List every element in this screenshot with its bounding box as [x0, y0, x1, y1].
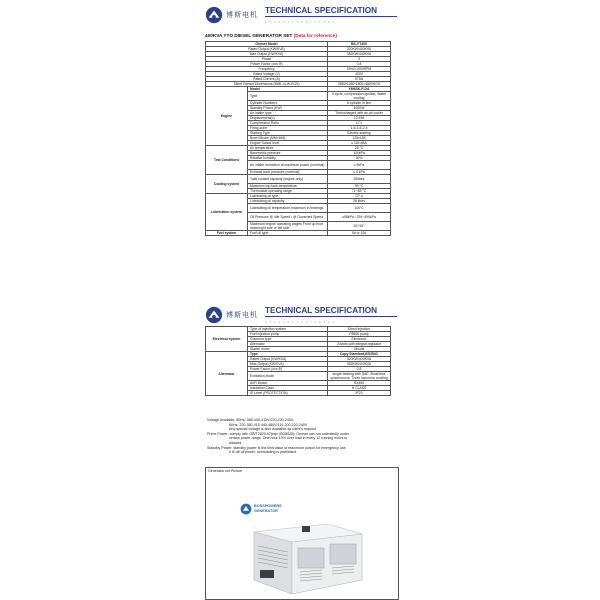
spec-value: ≤ 5kPa	[328, 161, 391, 170]
section-engine: Engine	[206, 87, 248, 146]
spec-label: Air intake restriction at maximum power (nominal)	[248, 161, 328, 170]
spec-label: Lubricating oil capacity	[248, 199, 328, 204]
spec-label: Excitation Mode	[248, 372, 328, 381]
note-line: Voltage Available: 50Hz: 380-400-415V/220-230-240V;	[207, 418, 295, 422]
spec-value: 20°/15°	[328, 222, 391, 231]
spec-value: SX460	[328, 381, 391, 386]
spec-value: Direct injection	[328, 327, 391, 332]
spec-label: Starting Type	[248, 131, 328, 136]
spec-label: Type	[248, 352, 328, 357]
spec-label: Model	[248, 87, 328, 92]
bosspowers-logo-icon	[240, 503, 252, 515]
spec-value: ≤ 116 dBA	[328, 141, 391, 146]
spec-label: IP Level (PROTECTION)	[248, 391, 328, 396]
spec-value: 99 °C	[328, 184, 391, 189]
spec-label: Rated Output (KW/KVA)	[206, 47, 328, 52]
spec-value: IP23	[328, 391, 391, 396]
spec-label: Fuel injection pump	[248, 332, 328, 337]
spec-value: 320KW/400KVA	[328, 357, 391, 362]
spec-label: Thermostat operating range	[248, 189, 328, 194]
spec-label: Phase	[206, 57, 328, 62]
spec-label: Exhaust back pressure (nominal)	[248, 170, 328, 175]
spec-value: YM6SK-F-DA	[328, 87, 391, 92]
spec-value: Electronic	[328, 337, 391, 342]
spec-value: 100kPa	[328, 151, 391, 156]
spec-label: Total coolant capacity (engine only)	[248, 175, 328, 184]
spec-label: Engine Sound level	[248, 141, 328, 146]
spec-value: 1-5-3-6-2-4	[328, 126, 391, 131]
spec-label: Relative humidity	[248, 156, 328, 161]
spec-label: Maximum engine operating angles Front up,front down/right side or left side	[248, 222, 328, 231]
voltage-and-power-notes	[207, 418, 407, 455]
picture-brand-line1: BOSSPOWERS	[254, 504, 282, 508]
spec-value: CF-4	[328, 194, 391, 199]
spec-value: 24volts with integral regulator	[328, 342, 391, 347]
page-title: TECHNICAL SPECIFICATION	[265, 6, 378, 15]
spec-value: 320KW/400KVA	[328, 47, 391, 52]
company-logo-icon	[205, 306, 223, 324]
spec-value: 0.8	[328, 62, 391, 67]
title-dots: • • • • • • • • • • • • • • • •	[265, 319, 336, 324]
spec-value: 3	[328, 57, 391, 62]
title-underline	[265, 16, 397, 17]
company-logo-icon	[205, 6, 223, 24]
spec-label: Governor type	[248, 337, 328, 342]
brand-chinese-name: 博斯电机	[226, 11, 258, 19]
title-dots: • • • • • • • • • • • • • • • •	[265, 19, 336, 24]
spec-value: 25 °C	[328, 146, 391, 151]
spec-label: Power Factor (cos Φ)	[206, 62, 328, 67]
spec-label: Cylinder Numbers	[248, 101, 328, 106]
spec-table-1	[205, 41, 391, 236]
picture-label: Generator set Picture	[208, 469, 243, 473]
note-line: Standby Power: standby power is the limit value of maximum output for emergency use.	[207, 445, 347, 450]
spec-value: 35litres	[328, 175, 391, 184]
spec-label: Power Factor (cos Φ)	[248, 367, 328, 372]
spec-label: Type of injection system	[248, 327, 328, 332]
brand-chinese-name: 博斯电机	[226, 311, 258, 319]
picture-brand-line2: GENERATOR	[254, 508, 278, 513]
spec-label: Air temperature	[248, 146, 328, 151]
spec-label: Lubricating oil temperature maximum in bearings	[248, 204, 328, 213]
spec-label: AVR Model	[248, 381, 328, 386]
spec-label: Max Output (KW/KVA)	[248, 362, 328, 367]
spec-value: 400V	[328, 72, 391, 77]
spec-label: Rated Voltage (V)	[206, 72, 328, 77]
spec-value: 576A	[328, 77, 391, 82]
spec-label: Genset Model	[206, 42, 328, 47]
section-alternator: Alternator	[206, 352, 248, 396]
note-line: Any special voltage is also available as client's request	[229, 427, 316, 432]
spec-label: Standby Power (KW)	[248, 106, 328, 111]
subtitle-main: 400KVA YTO DIESEL GENERATOR SET	[205, 33, 293, 38]
note-line: 60Hz: 220-380-415-440-480V/110-200-220-240V	[229, 422, 308, 427]
spec-value: 352KW/440KVA	[328, 52, 391, 57]
spec-label: Fuel oil type	[248, 231, 328, 236]
spec-value: 126x155	[328, 136, 391, 141]
spec-value: Copy Stamford-BS354C	[328, 352, 391, 357]
spec-label: Insulation Class	[248, 386, 328, 391]
spec-value: BS-YT400	[328, 42, 391, 47]
spec-label: Rated Current (A)	[206, 77, 328, 82]
note-line: Prime Power: comply with GB/T2820-97(eqv ISO8528); Genset can run unlimitedly under	[207, 431, 350, 436]
spec-value: H CLASS	[328, 386, 391, 391]
spec-label: Barometric pressure	[248, 151, 328, 156]
spec-label: Displacement(L)	[248, 116, 328, 121]
spec-value: 0# or 10#	[328, 231, 391, 236]
spec-label: Maximum top tank temperature	[248, 184, 328, 189]
spec-value: 28 litres	[328, 199, 391, 204]
document-subtitle	[205, 33, 337, 38]
spec-value: 24volts	[328, 347, 391, 352]
spec-value: 30%	[328, 156, 391, 161]
spec-label: Firing order	[248, 126, 328, 131]
note-line: certain power range. One hour 10% over load in every 12 running hours is	[229, 436, 347, 441]
spec-value: 0.8	[328, 367, 391, 372]
spec-label: Oil Pressure @ Idle Speed / @ Governed Speed	[248, 213, 328, 222]
spec-label: Lubricating oil type	[248, 194, 328, 199]
spec-value: 400KW	[328, 106, 391, 111]
spec-row	[206, 231, 391, 236]
spec-value: 71~85 °C	[328, 189, 391, 194]
header	[205, 0, 395, 28]
spec-value: P8500 pump	[328, 332, 391, 337]
note-line: allowed.	[229, 440, 243, 445]
spec-table-2	[205, 326, 391, 396]
section-test-conditions: Test Conditions	[206, 146, 248, 175]
spec-label: Silent Genset Dimensions (MML-N-W-KGS)	[206, 82, 328, 87]
spec-label: Air intake type	[248, 111, 328, 116]
spec-value: 6 cylinder in line	[328, 101, 391, 106]
spec-label: Max Output (KW/KVA)	[206, 52, 328, 57]
title-underline	[265, 316, 397, 317]
spec-value: 4-cycle, compression ignition, Water cooling	[328, 92, 391, 101]
spec-value: ≤ 6 kPa	[328, 170, 391, 175]
section-lubrication-system: Lubrication system	[206, 194, 248, 231]
spec-value: single-bearing with SAE, Brushless synchronous, Three harmonic exciting	[328, 372, 391, 381]
spec-value: 17:1	[328, 121, 391, 126]
section-electrical-system: Electrical system	[206, 327, 248, 352]
spec-value: ≥98kPa / 294~490kPa	[328, 213, 391, 222]
spec-value: Electric starting	[328, 131, 391, 136]
spec-row	[206, 82, 391, 87]
spec-value: Turbocharged with air-air cooler	[328, 111, 391, 116]
header-2	[205, 300, 395, 328]
spec-value: 115°C	[328, 204, 391, 213]
subtitle-reference-note: (Data for reference)	[293, 33, 337, 38]
spec-label: Frequency	[206, 67, 328, 72]
generator-picture-box	[205, 467, 399, 600]
spec-value: 3580*1380*1800=4800KGS	[328, 82, 391, 87]
spec-label: Compression Ratio	[248, 121, 328, 126]
spec-label: Bore×Stroke (MM×MM)	[248, 136, 328, 141]
section-fuel-system: Fuel system	[206, 231, 248, 236]
spec-value: 50HZ/1500RPM	[328, 67, 391, 72]
note-line: It is off-oil power, overloading is prohibited.	[229, 450, 297, 455]
spec-label: Starter motor	[248, 347, 328, 352]
section-cooling-system: Cooling system	[206, 175, 248, 194]
spec-value: 12.938	[328, 116, 391, 121]
silent-generator-image	[236, 522, 366, 596]
spec-label: Type	[248, 92, 328, 101]
spec-label: Rated Output (KW/KVA)	[248, 357, 328, 362]
page-title: TECHNICAL SPECIFICATION	[265, 306, 378, 315]
spec-value: 352KW/440KVA	[328, 362, 391, 367]
picture-brand	[254, 504, 282, 513]
spec-row	[206, 175, 391, 184]
spec-label: Alternator	[248, 342, 328, 347]
